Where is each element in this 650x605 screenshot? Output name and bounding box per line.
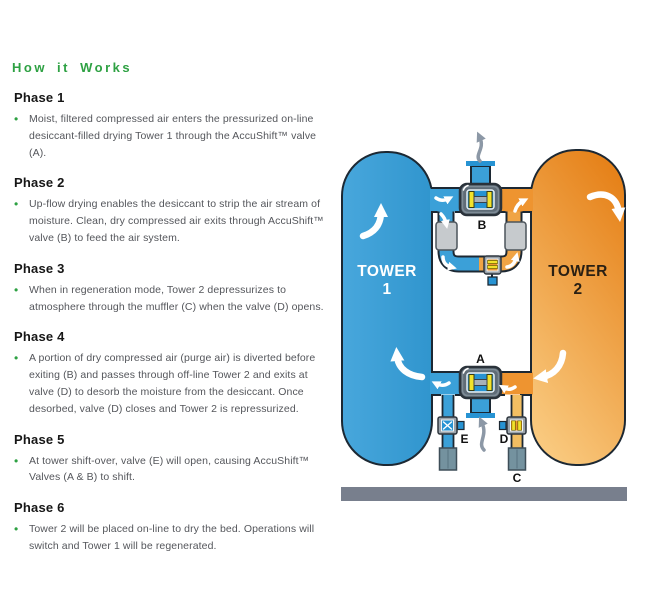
phase-5-section (12, 432, 334, 487)
floor-bar (341, 487, 627, 501)
tower-1-number: 1 (382, 281, 392, 298)
tower-1-label: TOWER (357, 263, 417, 280)
phase-2-section (12, 175, 334, 246)
phase-1-section (12, 90, 334, 161)
phase-6-heading: Phase 6 (14, 500, 65, 516)
phase-4-section (12, 329, 334, 417)
valve-d-label: D (499, 432, 509, 446)
phase-2-text: • Up-flow drying enables the desiccant to strip the air stream of moisture. Clean, dry compressed air exits through AccuShift™ valve (B) to feed the air system. (14, 196, 334, 246)
phase-1-text: • Moist, filtered compressed air enters the pressurized on-line desiccant-filled drying Tower 1 through the AccuShift™ valve (A). (14, 111, 334, 161)
muffler-c-label: C (512, 471, 522, 485)
inlet-stub (466, 397, 495, 418)
tower-2-number: 2 (573, 281, 583, 298)
phase-1-heading: Phase 1 (14, 90, 65, 105)
purge-orifice-valve (484, 256, 501, 285)
tower-2-label: TOWER (548, 263, 608, 280)
phase-6-text: • Tower 2 will be placed on-line to dry the bed. Operations will switch and Tower 1 will be regenerated. (14, 521, 334, 555)
dryer-diagram (338, 130, 638, 510)
muffler-left (440, 448, 457, 470)
phase-4-heading: Phase 4 (14, 329, 65, 345)
tower-1-vessel (342, 152, 432, 465)
phase-5-text: • At tower shift-over, valve (E) will open, causing AccuShift™ Valves (A & B) to shift. (14, 453, 334, 487)
check-valve-left (436, 222, 457, 250)
phase-3-heading: Phase 3 (14, 260, 65, 276)
phase-4-text: • A portion of dry compressed air (purge air) is diverted before exiting (B) and passes through off-line Tower 2 and exits at valve (D) to desorb the moisture from the desiccant. Once desorbed, valve (D) closes and Tower 2 is repressurized. (14, 350, 334, 417)
phase-2-heading: Phase 2 (14, 175, 65, 191)
muffler-c (509, 448, 526, 470)
phase-6-section (12, 500, 334, 555)
phase-3-text: • When in regeneration mode, Tower 2 depressurizes to atmosphere through the muffler (C) when the valve (D) opens. (14, 282, 334, 316)
how-it-works-column (12, 60, 334, 555)
accushift-valve-b (460, 184, 501, 215)
check-valve-right (505, 222, 526, 250)
page-title: How it Works (12, 60, 133, 75)
valve-a-label: A (476, 352, 485, 366)
inlet-air-arrow-icon (482, 423, 484, 450)
valve-e-label: E (460, 432, 469, 446)
valve-b-label: B (477, 218, 487, 232)
phase-3-section (12, 261, 334, 316)
exhaust-air-arrow-icon (478, 138, 481, 161)
phase-5-heading: Phase 5 (14, 431, 65, 447)
accushift-valve-a (460, 367, 501, 398)
